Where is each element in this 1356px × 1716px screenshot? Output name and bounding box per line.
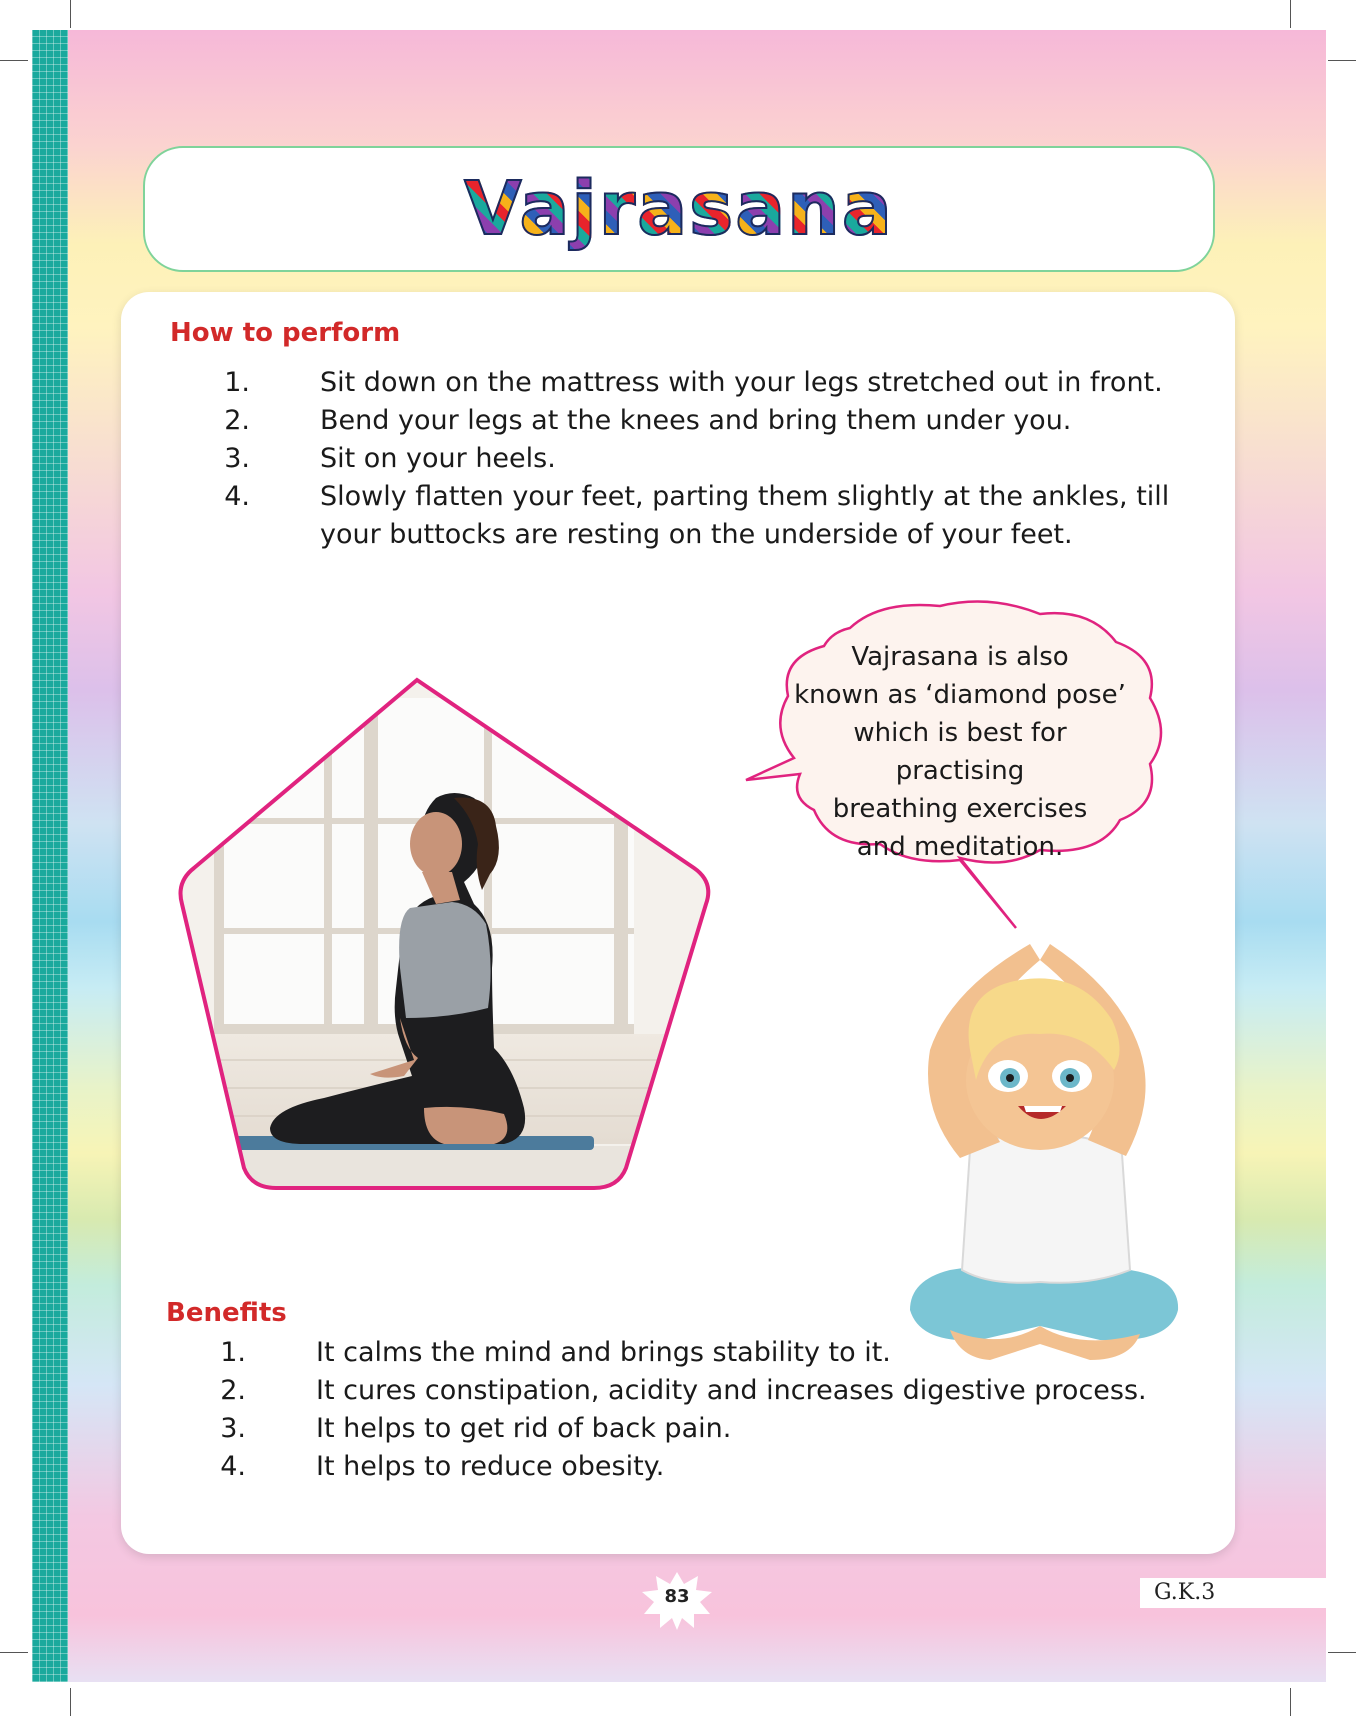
bubble-text [790,638,1130,866]
crop-mark [0,60,28,61]
bubble-line: and meditation. [856,832,1064,862]
how-to-perform-heading: How to perform [170,318,401,348]
crop-mark [1290,0,1291,28]
benefits-list [174,1334,1184,1486]
crop-mark [70,1688,71,1716]
list-item [174,1372,1184,1410]
list-item [174,1410,1184,1448]
benefit-number: 1. [220,1337,246,1368]
page-number-badge [640,1570,714,1630]
benefit-text: It helps to reduce obesity. [316,1451,665,1482]
list-item [178,478,1188,554]
step-number: 3. [224,443,250,474]
step-text: Sit on your heels. [320,443,556,474]
benefit-number: 2. [220,1375,246,1406]
benefit-text: It helps to get rid of back pain. [316,1413,732,1444]
step-number: 2. [224,405,250,436]
page-title: Vajrasana [464,166,894,252]
benefits-heading: Benefits [166,1298,287,1328]
list-item [178,402,1188,440]
list-item [178,364,1188,402]
crop-mark [70,0,71,28]
crop-mark [1290,1688,1291,1716]
crop-mark [1328,1652,1356,1653]
title-box [143,146,1215,272]
bubble-line: which is best for practising [853,718,1067,786]
book-code: G.K.3 [1140,1578,1326,1608]
list-item [178,440,1188,478]
crop-mark [0,1652,28,1653]
bubble-line: Vajrasana is also [851,642,1069,672]
step-text: Bend your legs at the knees and bring them under you. [320,405,1072,436]
vajrasana-photo [174,668,720,1196]
benefit-number: 4. [220,1451,246,1482]
bubble-line: breathing exercises [832,794,1088,824]
step-number: 4. [224,481,250,512]
benefit-text: It cures constipation, acidity and increases digestive process. [316,1375,1147,1406]
list-item [174,1448,1184,1486]
step-text: Sit down on the mattress with your legs stretched out in front. [320,367,1163,398]
speech-bubble [740,598,1180,938]
page-number: 83 [664,1586,690,1607]
steps-list [178,364,1188,554]
bubble-line: known as ‘diamond pose’ [794,680,1126,710]
grid-spine [32,30,68,1682]
crop-mark [1328,60,1356,61]
benefit-number: 3. [220,1413,246,1444]
cartoon-boy-illustration [890,930,1190,1370]
list-item [174,1334,1184,1372]
step-number: 1. [224,367,250,398]
step-text: Slowly flatten your feet, parting them slightly at the ankles, till your buttocks are resting on the underside of your feet. [320,481,1170,550]
benefit-text: It calms the mind and brings stability to it. [316,1337,891,1368]
